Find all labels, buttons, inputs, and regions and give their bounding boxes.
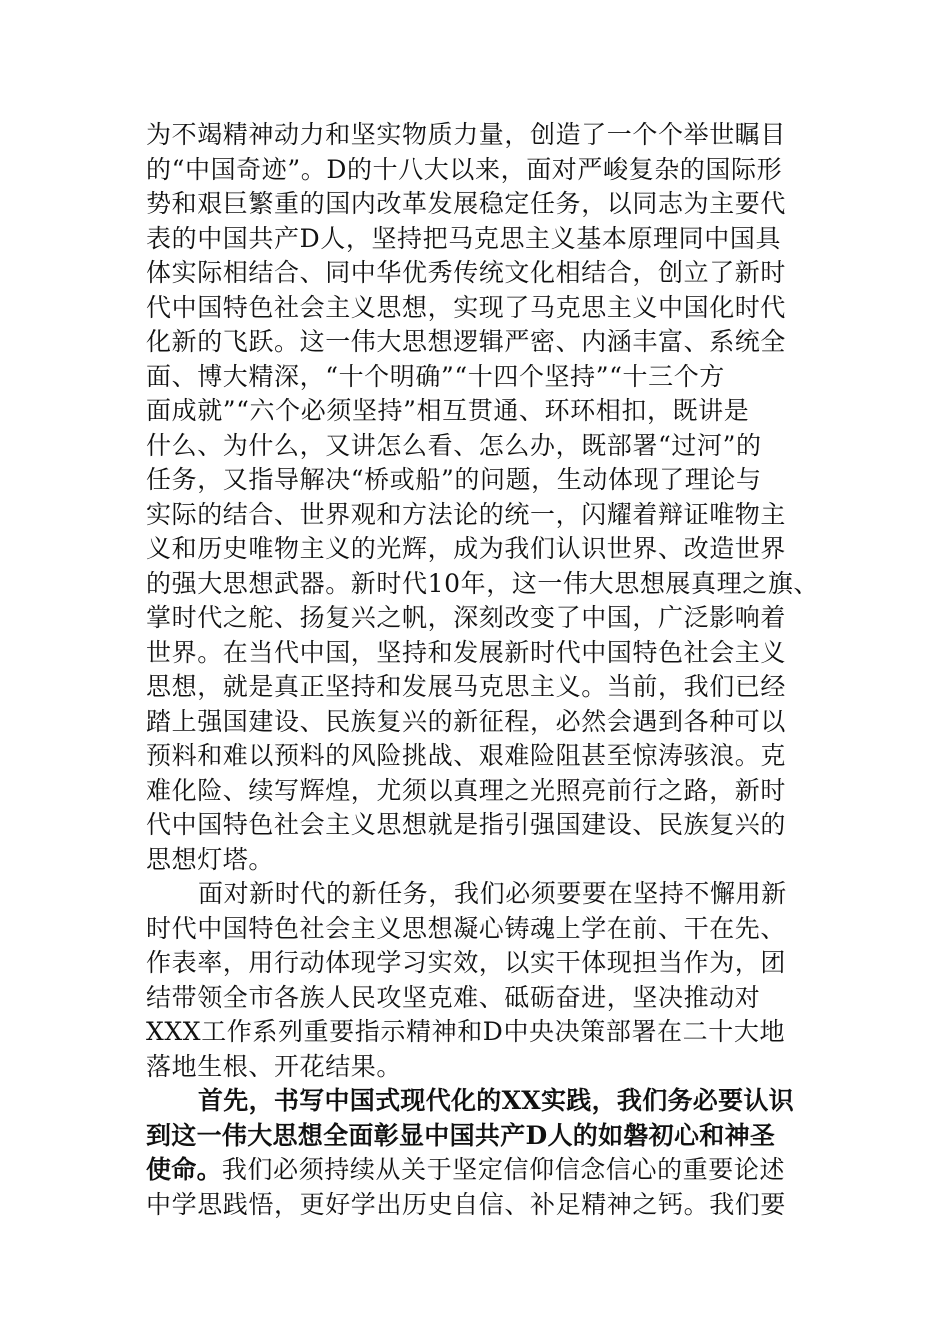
text-line: 表的中国共产D人，坚持把马克思主义基本原理同中国具 bbox=[146, 223, 782, 253]
text-line: 结带领全市各族人民攻坚克难、砥砺奋进，坚决推动对 bbox=[146, 982, 761, 1012]
text-line: 实际的结合、世界观和方法论的统一，闪耀着辩证唯物主 bbox=[146, 499, 787, 529]
text-line: 什么、为什么，又讲怎么看、怎么办，既部署“过河”的 bbox=[146, 430, 762, 460]
text-line: 化新的飞跃。这一伟大思想逻辑严密、内涵丰富、系统全 bbox=[146, 327, 787, 356]
mixed-text-line bbox=[146, 1153, 808, 1188]
text-line: 中学思践悟，更好学出历史自信、补足精神之钙。我们要 bbox=[146, 1189, 787, 1219]
text-line: 任务，又指导解决“桥或船”的问题，生动体现了理论与 bbox=[146, 465, 762, 494]
bold-text-line: 到这一伟大思想全面彰显中国共产D人的如磐初心和神圣 bbox=[146, 1120, 776, 1150]
text-line: 势和艰巨繁重的国内改革发展稳定任务，以同志为主要代 bbox=[146, 189, 787, 218]
text-line: 踏上强国建设、民族复兴的新征程，必然会遇到各种可以 bbox=[146, 706, 787, 736]
text-line: 代中国特色社会主义思想，实现了马克思主义中国化时代 bbox=[146, 292, 787, 322]
text-line: 预料和难以预料的风险挑战、艰难险阻甚至惊涛骇浪。克 bbox=[146, 741, 787, 770]
text-line: 时代中国特色社会主义思想凝心铸魂上学在前、干在先、 bbox=[146, 913, 787, 943]
text-line: 作表率，用行动体现学习实效，以实干体现担当作为，团 bbox=[146, 948, 787, 977]
text-line: 思想灯塔。 bbox=[146, 844, 275, 874]
text-line: 的“中国奇迹”。D的十八大以来，面对严峻复杂的国际形 bbox=[146, 154, 783, 184]
text-line: 代中国特色社会主义思想就是指引强国建设、民族复兴的 bbox=[146, 810, 787, 839]
bold-text-line: 首先，书写中国式现代化的XX实践，我们务必要认识 bbox=[198, 1086, 794, 1115]
text-fragment: 我们必须持续从关于坚定信仰信念信心的重要论述 bbox=[221, 1155, 786, 1184]
text-line: 落地生根、开花结果。 bbox=[146, 1051, 403, 1081]
text-line: 掌时代之舵、扬复兴之帆，深刻改变了中国，广泛影响着 bbox=[146, 603, 787, 632]
text-line: 为不竭精神动力和坚实物质力量，创造了一个个举世瞩目 bbox=[146, 120, 787, 149]
text-line: 难化险、续写辉煌，尤须以真理之光照亮前行之路，新时 bbox=[146, 775, 787, 805]
text-line: 义和历史唯物主义的光辉，成为我们认识世界、改造世界 bbox=[146, 534, 787, 563]
text-line: 面成就”“六个必须坚持”相互贯通、环环相扣，既讲是 bbox=[146, 396, 750, 425]
bold-text-fragment: 使命。 bbox=[146, 1155, 222, 1184]
text-line: 体实际相结合、同中华优秀传统文化相结合，创立了新时 bbox=[146, 258, 787, 287]
text-line: 世界。在当代中国，坚持和发展新时代中国特色社会主义 bbox=[146, 637, 787, 667]
text-line: 面、博大精深，“十个明确”“十四个坚持”“十三个方 bbox=[146, 361, 725, 391]
body-text bbox=[146, 118, 820, 1222]
text-line: 面对新时代的新任务，我们必须要要在坚持不懈用新 bbox=[198, 879, 787, 908]
text-line: 思想，就是真正坚持和发展马克思主义。当前，我们已经 bbox=[146, 672, 787, 701]
text-line: 的强大思想武器。新时代10年，这一伟大思想展真理之旗、 bbox=[146, 568, 820, 598]
text-line: XXX工作系列重要指示精神和D中央决策部署在二十大地 bbox=[146, 1017, 786, 1046]
